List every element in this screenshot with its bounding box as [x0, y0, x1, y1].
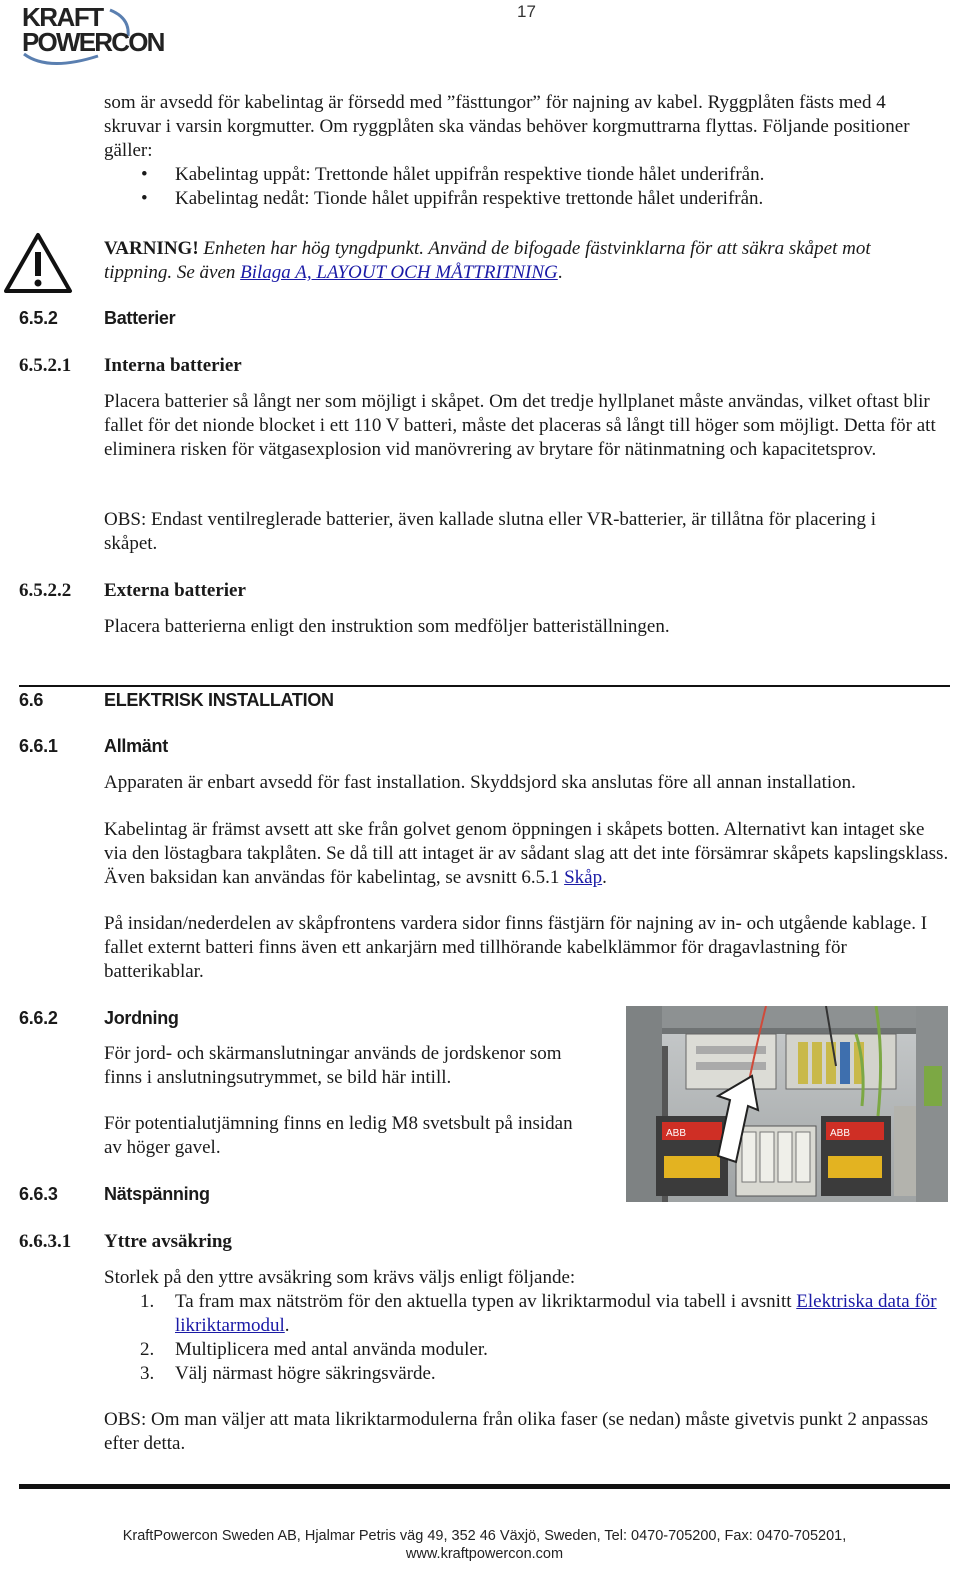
intro-text: som är avsedd för kabelintag är försedd med ”fästtungor” för najning av kabel. Ryggplåten fästs med 4 skruvar i varsin korgmutter. Om ryggplåten ska vändas behöver korgmuttrarna flyttas. Följande positioner gäller:	[104, 92, 910, 161]
appendix-a-link[interactable]: Bilaga A, LAYOUT OCH MÅTTRITNING	[240, 262, 558, 283]
list-item: • Kabelintag uppåt: Trettonde hålet uppifrån respektive tionde hålet underifrån.	[141, 164, 765, 185]
footer	[19, 1527, 950, 1563]
fuse-steps-list	[104, 1290, 950, 1386]
paragraph: Placera batterier så långt ner som möjligt i skåpet. Om det tredje hyllplanet måste användas, vilket oftast blir fallet för det nionde blocket i ett 110 V batteri, måste det placeras så långt till höger som möjligt. Detta för att eliminera risken för vätgasexplosion vid manövrering av brytare för nätinmatning och kapacitetsprov.	[104, 391, 936, 460]
warning-text: VARNING! Enheten har hög tyngdpunkt. Använd de bifogade fästvinklarna för att säkra skåpet mot tippning. Se även Bilaga A, LAYOUT OCH MÅTTRITNING.	[104, 238, 871, 283]
list-item: • Kabelintag nedåt: Tionde hålet uppifrån respektive trettonde hålet underifrån.	[141, 188, 764, 209]
paragraph: Kabelintag är främst avsett att ske från golvet genom öppningen i skåpets botten. Alternativt kan intaget ske via den löstagbara takplåten. Se då till att intaget är av sådant slag att det inte försämrar skåpets kapslingsklass. Även baksidan kan användas för kabelintag, se avsnitt 6.5.1 Skåp.	[104, 819, 949, 888]
warning-label: VARNING!	[104, 238, 199, 259]
footer-divider	[19, 1484, 950, 1489]
electrical-data-link[interactable]: Elektriska data för likriktarmodul	[175, 1291, 937, 1336]
paragraph: För jord- och skärmanslutningar används de jordskenor som finns i anslutningsutrymmet, se bild här intill.	[104, 1043, 562, 1088]
section-title: ELEKTRISK INSTALLATION	[104, 690, 334, 710]
paragraph: OBS: Om man väljer att mata likriktarmodulerna från olika faser (se nedan) måste givetvis punkt 2 anpassas efter detta.	[104, 1409, 929, 1454]
paragraph: Apparaten är enbart avsedd för fast installation. Skyddsjord ska anslutas före all annan installation.	[104, 772, 856, 793]
section-title: Externa batterier	[104, 580, 246, 601]
logo-text-bottom: POWERCON	[22, 27, 164, 57]
list-item: 1. Ta fram max nätström för den aktuella typen av likriktarmodul via tabell i avsnitt Elektriska data för likriktarmodul.	[140, 1291, 937, 1336]
section-title: Interna batterier	[104, 355, 242, 376]
paragraph: OBS: Endast ventilreglerade batterier, även kallade slutna eller VR-batterier, är tillåtna för placering i skåpet.	[104, 509, 877, 554]
fuse-section	[104, 1266, 950, 1386]
company-logo	[18, 4, 183, 68]
paragraph: För potentialutjämning finns en ledig M8 svetsbult på insidan av höger gavel.	[104, 1113, 573, 1158]
section-number: 6.5.2.1	[19, 355, 72, 376]
list-item: 2. Multiplicera med antal använda moduler.	[140, 1339, 488, 1360]
photo-label: ABB	[666, 1128, 687, 1139]
paragraph: Placera batterierna enligt den instruktion som medföljer batteriställningen.	[104, 616, 670, 637]
section-number: 6.6.1	[19, 736, 58, 756]
list-item: 3. Välj närmast högre säkringsvärde.	[140, 1363, 436, 1384]
intro-paragraph	[104, 91, 934, 211]
section-number: 6.6.2	[19, 1008, 58, 1028]
logo-text-top: KRAFT	[22, 2, 103, 32]
photo-label: ABB	[830, 1128, 851, 1139]
section-number: 6.6.3	[19, 1184, 58, 1204]
section-title: Batterier	[104, 308, 176, 328]
section-title: Nätspänning	[104, 1184, 210, 1204]
grounding-photo	[626, 1006, 948, 1202]
footer-address: KraftPowercon Sweden AB, Hjalmar Petris väg 49, 352 46 Växjö, Sweden, Tel: 0470-705200, Fax: 0470-705201,	[122, 1528, 847, 1544]
bullet-icon: •	[141, 188, 148, 209]
paragraph: På insidan/nederdelen av skåpfrontens vardera sidor finns fästjärn för najning av in- och utgående kablage. I fallet externt batteri finns även ett ankarjärn med tillhörande kabelklämmor för dragavlastning för batterikablar.	[104, 913, 928, 982]
section-number: 6.5.2	[19, 308, 58, 328]
bullet-icon: •	[141, 164, 148, 185]
footer-website: www.kraftpowercon.com	[405, 1546, 564, 1562]
section-number: 6.5.2.2	[19, 580, 72, 601]
section-title: Jordning	[104, 1008, 179, 1028]
section-number: 6.6.3.1	[19, 1231, 72, 1252]
page-number: 17	[517, 2, 536, 21]
warning-triangle-icon	[3, 232, 73, 294]
paragraph: Storlek på den yttre avsäkring som krävs väljs enligt följande:	[104, 1267, 576, 1288]
section-title: Yttre avsäkring	[104, 1231, 232, 1252]
position-list	[104, 163, 934, 211]
skap-link[interactable]: Skåp	[564, 867, 603, 888]
section-number: 6.6	[19, 690, 44, 710]
section-title: Allmänt	[104, 736, 168, 756]
section-divider	[19, 685, 950, 687]
